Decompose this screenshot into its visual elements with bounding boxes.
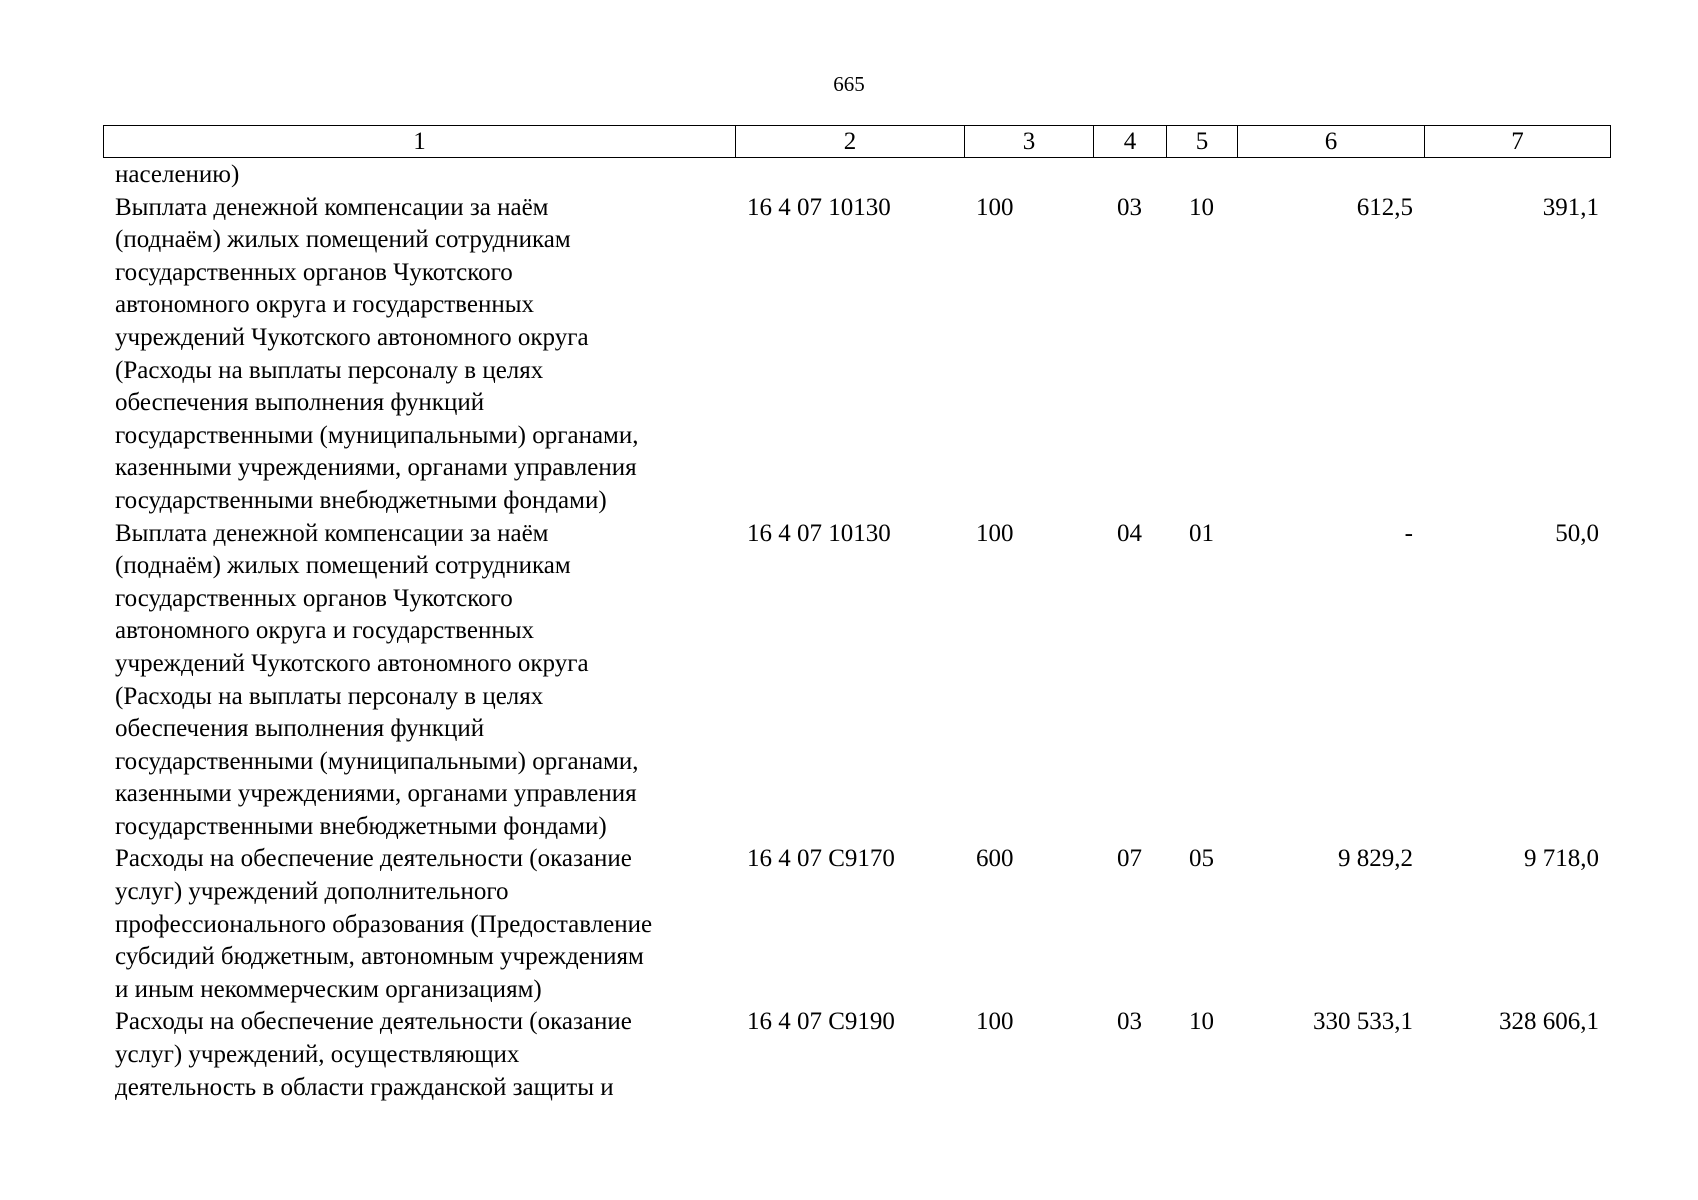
description-line: субсидий бюджетным, автономным учреждениям	[115, 943, 644, 971]
description-line: профессионального образования (Предоставление	[115, 910, 653, 938]
row-expense-type: 100	[976, 1008, 1014, 1036]
row-amount-7: 9 718,0	[1524, 845, 1599, 873]
table-row	[103, 192, 1610, 518]
header-col-6: 6	[1238, 126, 1425, 158]
description-line: (поднаём) жилых помещений сотрудникам	[115, 552, 571, 580]
row-section: 03	[1117, 193, 1142, 221]
table-row	[103, 1006, 1610, 1104]
description-line: учреждений Чукотского автономного округа	[115, 323, 589, 351]
row-description	[103, 1006, 735, 1104]
description-line: государственных органов Чукотского	[115, 258, 513, 286]
description-line: услуг) учреждений дополнительного	[115, 878, 509, 906]
row-code: 16 4 07 С9170	[747, 845, 895, 873]
description-line: государственными (муниципальными) органами,	[115, 421, 639, 449]
row-subsection: 05	[1189, 845, 1214, 873]
row-description	[103, 518, 735, 844]
page-number: 665	[833, 72, 865, 96]
description-line: (Расходы на выплаты персоналу в целях	[115, 356, 544, 384]
row-code: 16 4 07 10130	[747, 519, 891, 547]
row-subsection: 10	[1189, 1008, 1214, 1036]
description-line: государственных органов Чукотского	[115, 584, 513, 612]
header-col-2: 2	[736, 126, 965, 158]
description-line: Выплата денежной компенсации за наём	[115, 193, 549, 221]
table-row	[103, 518, 1610, 844]
row-expense-type: 100	[976, 193, 1014, 221]
continuation-text: населению)	[115, 161, 240, 188]
row-section: 03	[1117, 1008, 1142, 1036]
description-line: казенными учреждениями, органами управления	[115, 454, 637, 482]
description-line: государственными внебюджетными фондами)	[115, 486, 607, 514]
description-line: учреждений Чукотского автономного округа	[115, 649, 589, 677]
description-line: услуг) учреждений, осуществляющих	[115, 1041, 520, 1069]
row-amount-6: 612,5	[1356, 193, 1413, 221]
description-line: деятельность в области гражданской защиты и	[115, 1073, 614, 1101]
row-amount-6: -	[1404, 519, 1413, 547]
row-amount-7: 391,1	[1542, 193, 1599, 221]
header-col-1: 1	[104, 126, 736, 158]
description-line: автономного округа и государственных	[115, 291, 534, 319]
row-section: 04	[1117, 519, 1142, 547]
header-col-5: 5	[1167, 126, 1238, 158]
row-amount-7: 328 606,1	[1499, 1008, 1599, 1036]
description-line: (Расходы на выплаты персоналу в целях	[115, 682, 544, 710]
description-line: автономного округа и государственных	[115, 617, 534, 645]
description-line: (поднаём) жилых помещений сотрудникам	[115, 226, 571, 254]
row-code: 16 4 07 10130	[747, 193, 891, 221]
row-subsection: 01	[1189, 519, 1214, 547]
header-col-4: 4	[1094, 126, 1167, 158]
row-code: 16 4 07 С9190	[747, 1008, 895, 1036]
description-line: Расходы на обеспечение деятельности (оказание	[115, 1008, 632, 1036]
description-line: государственными внебюджетными фондами)	[115, 812, 607, 840]
table-body	[103, 159, 1610, 1104]
row-expense-type: 600	[976, 845, 1014, 873]
description-line: государственными (муниципальными) органами,	[115, 747, 639, 775]
header-col-7: 7	[1425, 126, 1611, 158]
row-amount-7: 50,0	[1555, 519, 1599, 547]
description-line: Расходы на обеспечение деятельности (оказание	[115, 845, 632, 873]
table-row	[103, 843, 1610, 1006]
description-line: обеспечения выполнения функций	[115, 389, 485, 417]
description-line: обеспечения выполнения функций	[115, 715, 485, 743]
row-expense-type: 100	[976, 519, 1014, 547]
continuation-row	[103, 159, 1610, 192]
row-section: 07	[1117, 845, 1142, 873]
row-amount-6: 330 533,1	[1313, 1008, 1413, 1036]
row-subsection: 10	[1189, 193, 1214, 221]
description-line: Выплата денежной компенсации за наём	[115, 519, 549, 547]
row-amount-6: 9 829,2	[1338, 845, 1413, 873]
row-description	[103, 843, 735, 1006]
description-line: и иным некоммерческим организациям)	[115, 975, 542, 1003]
header-col-3: 3	[965, 126, 1094, 158]
rows-container	[103, 192, 1610, 1105]
table-header	[103, 125, 1611, 158]
description-line: казенными учреждениями, органами управления	[115, 780, 637, 808]
row-description	[103, 192, 735, 518]
